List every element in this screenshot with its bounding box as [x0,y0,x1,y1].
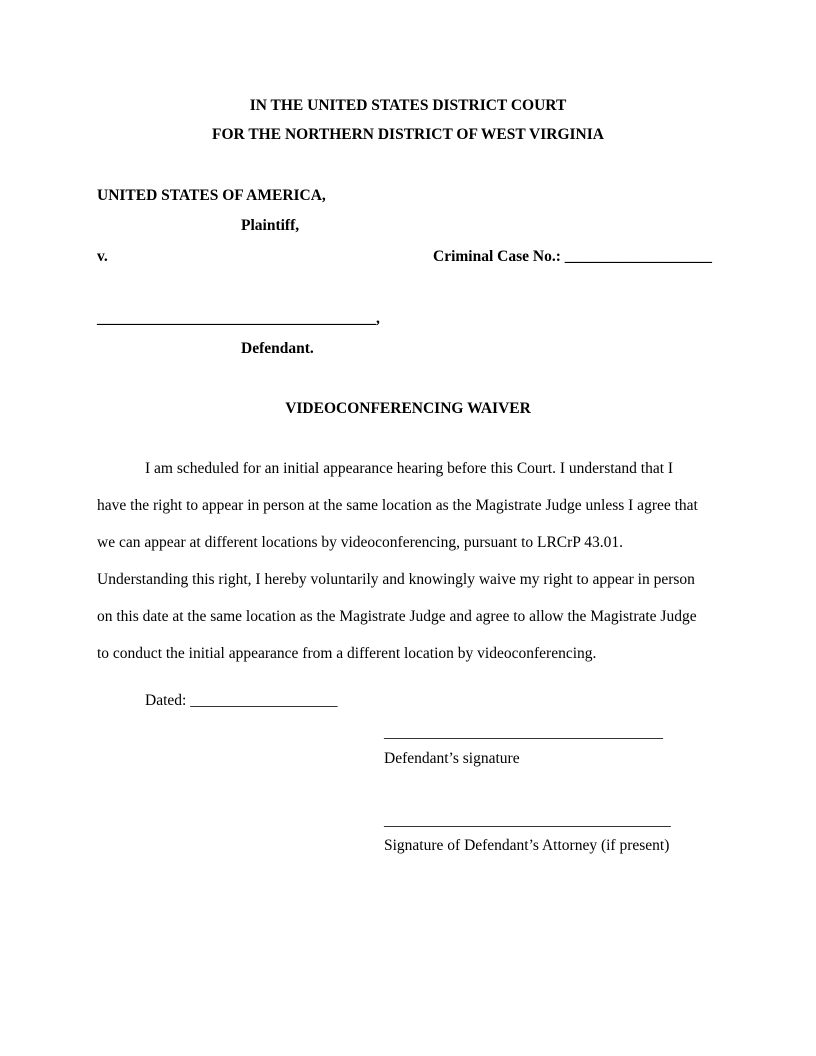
document-title: VIDEOCONFERENCING WAIVER [285,400,531,417]
body-line-2: have the right to appear in person at the same location as the Magistrate Judge unless I agree that [97,497,698,514]
dated-field [145,691,337,711]
body-line-1: I am scheduled for an initial appearance hearing before this Court. I understand that I [145,460,674,477]
attorney-signature-label: Signature of Defendant’s Attorney (if present) [384,837,670,854]
body-line-4: Understanding this right, I hereby voluntarily and knowingly waive my right to appear in person [97,571,695,588]
defendant-name-blank: ____________________________________, [97,310,380,327]
versus-label: v. [97,248,108,265]
attorney-signature-line: _____________________________________ [384,812,671,829]
body-line-3: we can appear at different locations by videoconferencing, pursuant to LRCrP 43.01. [97,534,623,551]
dated-label: Dated: [145,692,187,709]
dated-blank: ___________________ [190,692,338,709]
plaintiff-label: Plaintiff, [241,217,300,234]
defendant-label: Defendant. [241,340,314,357]
court-name-line2: FOR THE NORTHERN DISTRICT OF WEST VIRGINIA [212,126,604,143]
case-number-blank: ___________________ [564,248,712,265]
defendant-signature-line: ____________________________________ [384,724,663,741]
case-number-field [433,247,712,267]
court-name-line1: IN THE UNITED STATES DISTRICT COURT [249,97,567,114]
body-line-6: to conduct the initial appearance from a different location by videoconferencing. [97,645,597,662]
body-line-5: on this date at the same location as the Magistrate Judge and agree to allow the Magistrate Judge [97,608,697,625]
defendant-signature-label: Defendant’s signature [384,750,520,767]
case-number-label: Criminal Case No.: [433,248,561,265]
plaintiff-name: UNITED STATES OF AMERICA, [97,187,326,204]
